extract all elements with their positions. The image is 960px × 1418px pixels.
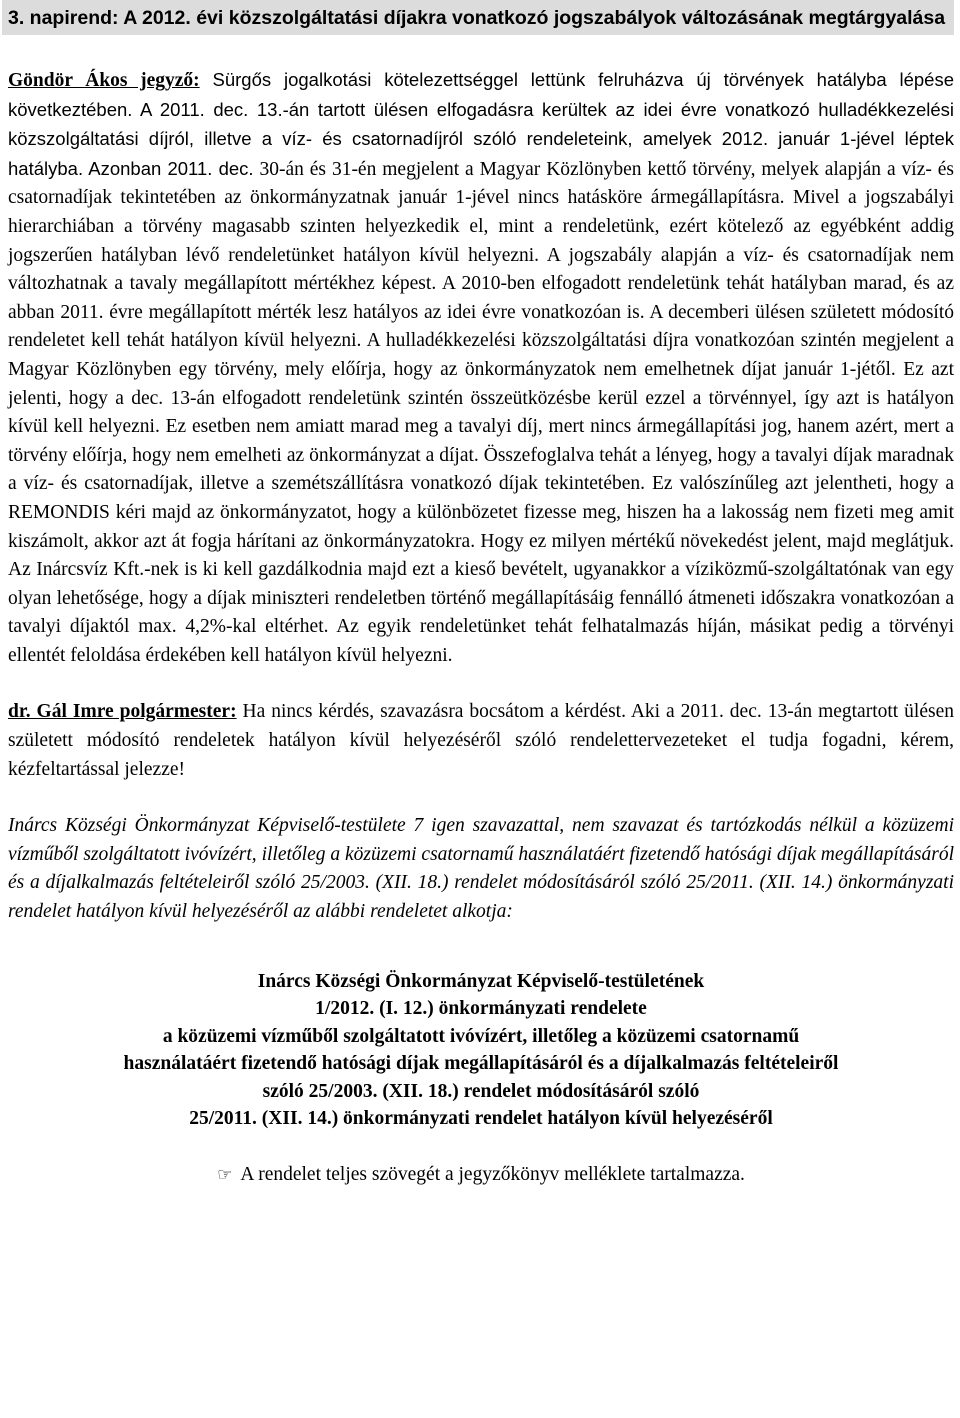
decree-title: [8, 968, 954, 1133]
clerk-text-intro: Sürgős jogalkotási kötelezettséggel lettünk felruházva új törvények hatályba lépése következtében.: [8, 69, 954, 120]
decree-line-2: 1/2012. (I. 12.) önkormányzati rendelete: [315, 998, 647, 1020]
decree-line-6: 25/2011. (XII. 14.) önkormányzati rendelet hatályon kívül helyezéséről: [189, 1108, 773, 1130]
agenda-heading: 3. napirend: A 2012. évi közszolgáltatási díjakra vonatkozó jogszabályok változásának megtárgyalása: [2, 0, 954, 35]
mayor-text: Ha nincs kérdés, szavazásra bocsátom a kérdést. Aki a 2011. dec. 13-án megtartott ülésen született módosító rendeletek hatályon kívül helyezéséről szóló rendelettervezeteket el tudja fogadni, kérem, kézfeltartással jelezze!: [8, 701, 954, 780]
speaker-clerk: Göndör Ákos jegyző:: [8, 70, 200, 91]
clerk-text-body: 30-án és 31-én megjelent a Magyar Közlönyben kettő törvény, melyek alapján a víz- és csatornadíjak tekintetében az önkormányzatnak január 1-jével nincs hatásköre ármegállapításra. Mivel a jogszabályi hierarchiában a törvény magasabb szinten helyezkedik el, mint a rendeletünk, ezért kötelező az egyébként addig jogszerűen hatályban lévő rendeletünket hatályon kívül helyezni. A jogszabály alapján a víz- és csatornadíjak nem változhatnak a tavaly megállapított mértékhez képest. A 2010-ben elfogadott rendeletünk tehát hatályban marad, és az abban 2011. évre megállapított mérték lesz hatályos az idei évre vonatkozóan is. A decemberi ülésen született módosító rendeletet kell tehát hatályon kívül helyezni. A hulladékkezelési közszolgáltatási díjra vonatkozóan szintén megjelent a Magyar Közlönyben egy törvény, mely előírja, hogy az önkormányzatok nem emelhetnek díjat január 1-jétől. Ez azt jelenti, hogy a dec. 13-án elfogadott rendeletünk szintén összeütközésbe kerül ezzel a törvénnyel, így azt is hatályon kívül kell helyezni. Ez esetben nem amiatt marad meg a tavalyi díj, mert nincs ármegállapítási jog, hanem azért, mert a törvény előírja, hogy nem emelheti az önkormányzat a díjat. Összefoglalva tehát a lényeg, hogy a tavalyi díjak maradnak a víz- és csatornadíjak, illetve a szemétszállításra vonatkozó díjak tekintetében. Ez valószínűleg azt jelentheti, hogy a REMONDIS kéri majd az önkormányzatot, hogy a különbözetet fizesse meg, hiszen ha a lakosság nem fizeti meg amit kiszámolt, akkor azt át fogja hárítani az önkormányzatokra. Hogy ez milyen mértékű növekedést jelent, majd meglátjuk. Az Inárcsvíz Kft.-nek is ki kell gazdálkodnia majd ezt a kieső bevételt, ugyanakkor a víziközmű-szolgáltatónak van egy olyan lehetősége, hogy a díjak miniszteri rendeletben történő megállapításáig fennálló átmeneti időszakra vonatkozóan a tavalyi díjaktól max. 4,2%-kal eltérhet. Az egyik rendeletünket tehát felhatalmazás híján, másikat pedig a törvényi ellentét feloldása érdekében kell hatályon kívül helyezni.: [8, 158, 954, 666]
decree-line-1: Inárcs Községi Önkormányzat Képviselő-testületének: [257, 970, 705, 992]
clerk-statement: [8, 66, 954, 670]
clerk-text-sans: A 2011. dec. 13.-án tartott ülésen elfogadásra kerültek az idei évre vonatkozó hulladékkezelési közszolgáltatási díjról, illetve a víz- és csatornadíjról szóló rendeleteink, amelyek 2012. január 1-jével léptek hatályba. Azonban 2011. dec.: [8, 98, 955, 179]
resolution-text: Inárcs Községi Önkormányzat Képviselő-testülete 7 igen szavazattal, nem szavazat és tartózkodás nélkül a közüzemi vízműből szolgáltatott ivóvízért, illetőleg a közüzemi csatornamű használatáért fizetendő hatósági díjak megállapításáról és a díjalkalmazás feltételeiről szóló 25/2003. (XII. 18.) rendelet módosításáról szóló 25/2011. (XII. 14.) önkormányzati rendelet hatályon kívül helyezéséről az alábbi rendeletet alkotja:: [8, 815, 954, 923]
appendix-note: [8, 1161, 954, 1189]
appendix-note-text: A rendelet teljes szövegét a jegyzőkönyv melléklete tartalmazza.: [240, 1163, 745, 1185]
speaker-mayor: dr. Gál Imre polgármester:: [8, 701, 237, 723]
pointing-hand-icon: ☞: [217, 1164, 233, 1185]
decree-line-4: használatáért fizetendő hatósági díjak megállapításáról és a díjalkalmazás feltételeiről: [123, 1053, 839, 1075]
decree-line-5: szóló 25/2003. (XII. 18.) rendelet módosításáról szóló: [262, 1080, 700, 1102]
decree-line-3: a közüzemi vízműből szolgáltatott ivóvízért, illetőleg a közüzemi csatornamű: [162, 1025, 800, 1047]
mayor-statement: [8, 698, 954, 784]
document-page: [8, 0, 954, 1189]
